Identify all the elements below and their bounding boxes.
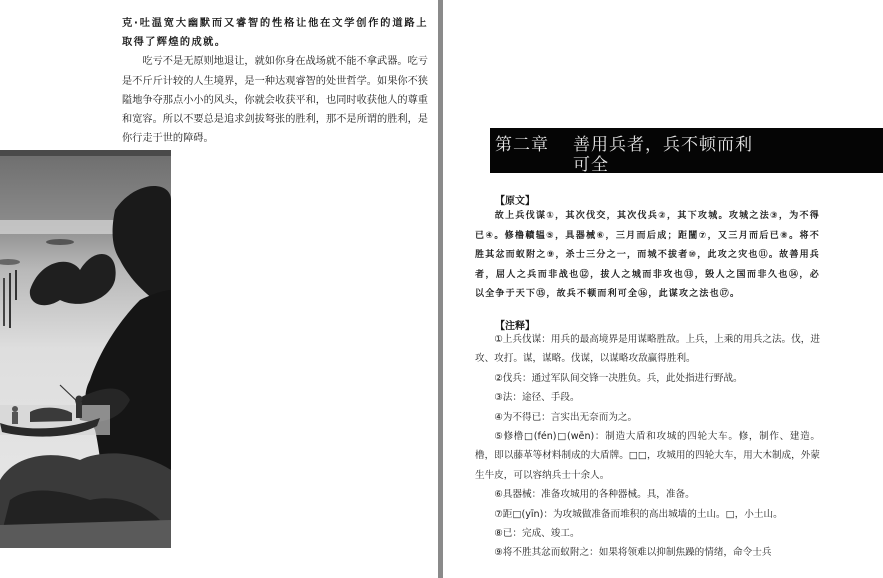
landscape-painting-image <box>0 150 171 548</box>
note-item: ①上兵伐谋：用兵的最高境界是用谋略胜敌。上兵，上乘的用兵之法。伐，进攻、攻打。谋，谋略。伐谋，以谋略攻敌赢得胜利。 <box>475 334 820 365</box>
chapter-title-line-1: 善用兵者，兵不顿而利 <box>573 135 753 155</box>
note-item: ⑦距□(yīn)：为攻城做准备而堆积的高出城墙的土山。□，小土山。 <box>494 508 783 520</box>
note-item: ②伐兵：通过军队间交锋一决胜负。兵，此处指进行野战。 <box>494 372 743 384</box>
note-item: ⑨将不胜其忿而蚁附之：如果将领难以抑制焦躁的情绪，命令士兵 <box>494 547 772 559</box>
right-page <box>443 0 883 578</box>
note-item: ⑤修橹□(fén)□(wēn)：制造大盾和攻城的四轮大车。修，制作、建造。橹，即以藤革等材料制成的大盾牌。□□，攻城用的四轮大车，用大木制成，外蒙生牛皮，可以容纳兵士十余人。 <box>475 431 820 481</box>
chapter-number: 第二章 <box>495 135 549 155</box>
note-item: ③法：途径、手段。 <box>494 392 580 404</box>
chapter-title-line-2: 可全 <box>573 155 609 175</box>
paragraph-mark-twain: 克·吐温宽大幽默而又睿智的性格让他在文学创作的道路上取得了辉煌的成就。 <box>122 18 428 49</box>
note-item: ⑧已：完成、竣工。 <box>494 528 580 540</box>
note-item: ④为不得已：言实出无奈而为之。 <box>494 411 638 423</box>
paragraph-taking-loss: 吃亏不是无原则地退让，就如你身在战场就不能不拿武器。吃亏是不斤斤计较的人生境界，是一种达观睿智的处世哲学。如果你不狭隘地争夺那点小小的风头，你就会收获平和，也同时收获他人的尊重和宽容。所以不要总是追求剑拔弩张的胜利，那不是所谓的胜利，是你行走于世的障碍。 <box>122 56 428 145</box>
original-text-label: 【原文】 <box>495 196 535 207</box>
left-page <box>0 0 438 578</box>
original-text-body: 故上兵伐谋①，其次伐交，其次伐兵②，其下攻城。攻城之法③，为不得已④。修橹轒辒⑤，具器械⑥，三月而后成；距闉⑦，又三月而后已⑧。将不胜其忿而蚁附之⑨，杀士三分之一，而城不拔者⑩，此攻之灾也⑪。故善用兵者，屈人之兵而非战也⑫，拔人之城而非攻也⑬，毁人之国而非久也⑭，必以全争于天下⑮，故兵不顿而利可全⑯，此谋攻之法也⑰。 <box>475 211 820 299</box>
note-item: ⑥具器械：准备攻城用的各种器械。具，准备。 <box>494 489 695 501</box>
notes-label: 【注释】 <box>495 321 535 332</box>
left-page-text <box>122 14 428 148</box>
notes-list <box>475 330 820 563</box>
chapter-banner <box>490 128 883 173</box>
